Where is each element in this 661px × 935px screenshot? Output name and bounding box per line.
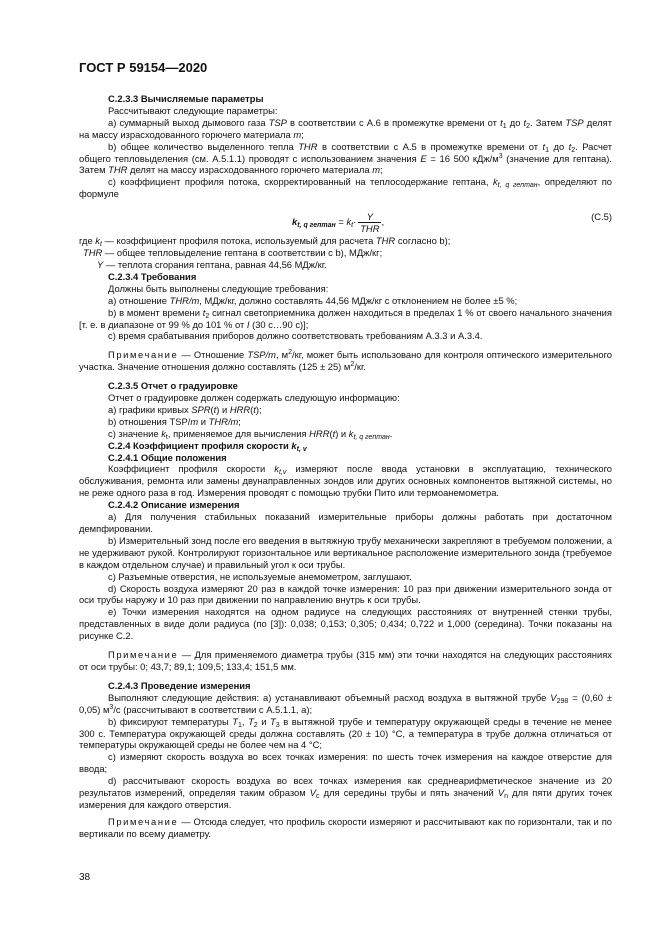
- list-item-d: d) Скорость воздуха измеряют 20 раз в каждой точке измерения: 10 раз при движении измерительного зонда от оси трубы наружу и 10 раз при движении по направлению внутрь к оси трубы.: [79, 582, 612, 606]
- formula-fraction: $\frac{Y}{\text{THR}}$: [360, 211, 380, 235]
- formula-number: (С.5): [591, 211, 612, 223]
- list-item-d: d) рассчитывают скорость воздуха во всех точках измерения как среднеарифметическое значение из 20 результатов измерений, определяя таким образом $V_c$ для середины трубы и пять значений $V_n$ для пяти других точек измерения для каждого отверстия.: [79, 775, 613, 810]
- list-item-c: с) значение $k_t$, применяемое для вычисления HRR(t) и $k_{t, q гептан}$.: [108, 427, 393, 441]
- list-item-b: b) фиксируют температуры $T_1$, $T_2$ и $T_3$ в вытяжной трубе и температуру окружающей среды в течение не менее 300 с. Температура окружающей среды должна составлять (20 ± 10) °С, а температура в трубе должна отличаться от температуры окружающей среды не более чем на 4 °С;: [79, 715, 613, 751]
- list-item-b: b) в момент времени $t_2$ сигнал светоприемника должен находиться в пределах 1 % от своего начального значения [т. е. в диапазоне от 99 % до 101 % от I (30 с…90 с)];: [79, 306, 612, 330]
- list-item-b: b) Измерительный зонд после его введения в вытяжную трубу механически закрепляют в требуемом положении, а не удерживают рукой. Контролируют горизонтальное или вертикальное расположение измерительного зонда (требуемое в каждом отдельном случае) и правильный угол к оси трубы.: [79, 534, 612, 570]
- list-item-a: а) суммарный выход дымового газа TSP в соответствии с А.6 в промежутке времени от $t_1$ до $t_2$. Затем TSP делят на массу израсходованного горючего материала m;: [79, 116, 612, 140]
- paragraph: Рассчитывают следующие параметры:: [108, 104, 278, 116]
- section-title-c2-3-5: С.2.3.5 Отчет о градуировке: [108, 380, 238, 392]
- formula-c5: [79, 202, 612, 235]
- section-title-c2-4: С.2.4 Коэффициент профиля скорости $k_{t, v}$: [108, 439, 307, 453]
- page-content: [79, 93, 612, 840]
- where-line-2: THR — общее тепловыделение гептана в соответствии с b), МДж/кг;: [83, 247, 383, 259]
- list-item-a: а) Для получения стабильных показаний измерительные приборы должны работать при достаточном демпфировании.: [79, 511, 612, 534]
- list-item-c: с) коэффициент профиля потока, скорректированный на теплосодержание гептана, $k_{t, q гептан}$, определяют по формуле: [79, 176, 613, 200]
- list-item-c: с) измеряют скорость воздуха во всех точках измерения: по шесть точек измерения на каждое отверстие для ввода;: [79, 751, 612, 775]
- section-title-c2-4-3: С.2.4.3 Проведение измерения: [108, 679, 251, 691]
- section-title-c2-4-2: С.2.4.2 Описание измерения: [108, 499, 240, 511]
- list-item-a: а) отношение THR/m, МДж/кг, должно составлять 44,56 МДж/кг с отклонением не более ±5 %;: [108, 294, 518, 306]
- list-item-a: а) графики кривых SPR(t) и HRR(t);: [108, 403, 262, 415]
- section-title-c2-4-1: С.2.4.1 Общие положения: [108, 451, 227, 463]
- where-line-1: где $k_t$ — коэффициент профиля потока, используемый для расчета THR согласно b);: [79, 235, 451, 249]
- list-item-e: е) Точки измерения находятся на одном радиусе на следующих расстояниях от внутренней стенки трубы, представленных в виде доли радиуса (по [3]): 0,038; 0,153; 0,305; 0,434; 0,722 и 1,000 (середина). Точки показаны на рисунке С.2.: [79, 606, 612, 642]
- paragraph: Выполняют следующие действия: а) устанавливают объемный расход воздуха в вытяжной трубе $V_{298} = (0,60 \pm 0,05)$ $м^3/с$ (рассчитывают в соответствии с А.5.1.1, а);: [79, 691, 613, 715]
- list-item-c: с) время срабатывания приборов должно соответствовать требованиям А.3.3 и А.3.4.: [108, 330, 483, 342]
- paragraph: Отчет о градуировке должен содержать следующую информацию:: [108, 392, 400, 404]
- section-title-c2-3-4: С.2.3.4 Требования: [108, 270, 197, 282]
- note: Примечание — Для применяемого диаметра трубы (315 мм) эти точки находятся на следующих расстояниях от оси трубы: 0; 43,7; 89,1; 109,5; 133,4; 151,5 мм.: [79, 649, 612, 672]
- paragraph: Коэффициент профиля скорости $k_{t,v}$ измеряют после ввода установки в эксплуатацию, технического обслуживания, ремонта или замены двунаправленных зондов или других основных компонентов вытяжной системы, но не реже одного раза в год. Измерения проводят с помощью трубки Пито или термоанемометра.: [79, 463, 612, 499]
- formula-expression: $k_{t, q гептан} = k_t\cdot$ $\frac{Y}{\text{THR}}$ ,: [292, 211, 385, 235]
- document-header: ГОСТ Р 59154—2020: [79, 60, 208, 75]
- list-item-b: b) общее количество выделенного тепла THR в соответствии с А.5 в промежутке времени от $t_1$ до $t_2$. Расчет общего тепловыделения (см. А.5.1.1) проводят с использованием значения E = 16 500 кДж/$м^3$ (значение для гептана). Затем THR делят на массу израсходованного горючего материала m;: [79, 140, 613, 176]
- list-item-b: b) отношения TSP/m и THR/m;: [108, 415, 241, 427]
- list-item-c: с) Разъемные отверстия, не используемые анемометром, заглушают.: [108, 570, 412, 582]
- section-title-c2-3-3: С.2.3.3 Вычисляемые параметры: [108, 93, 264, 104]
- note: Примечание — Отношение TSP/m, $м^2/кг$, может быть использовано для контроля оптического измерительного участка. Значение отношения должно составлять (125 ± 25) $м^2/кг$.: [79, 349, 612, 373]
- note: Примечание — Отсюда следует, что профиль скорости измеряют и рассчитывают как по горизонтали, так и по вертикали по всему диаметру.: [79, 815, 612, 839]
- paragraph: Должны быть выполнены следующие требования:: [108, 282, 329, 294]
- where-line-3: Y — теплота сгорания гептана, равная 44,56 МДж/кг.: [97, 258, 327, 270]
- page-number: 38: [79, 872, 91, 883]
